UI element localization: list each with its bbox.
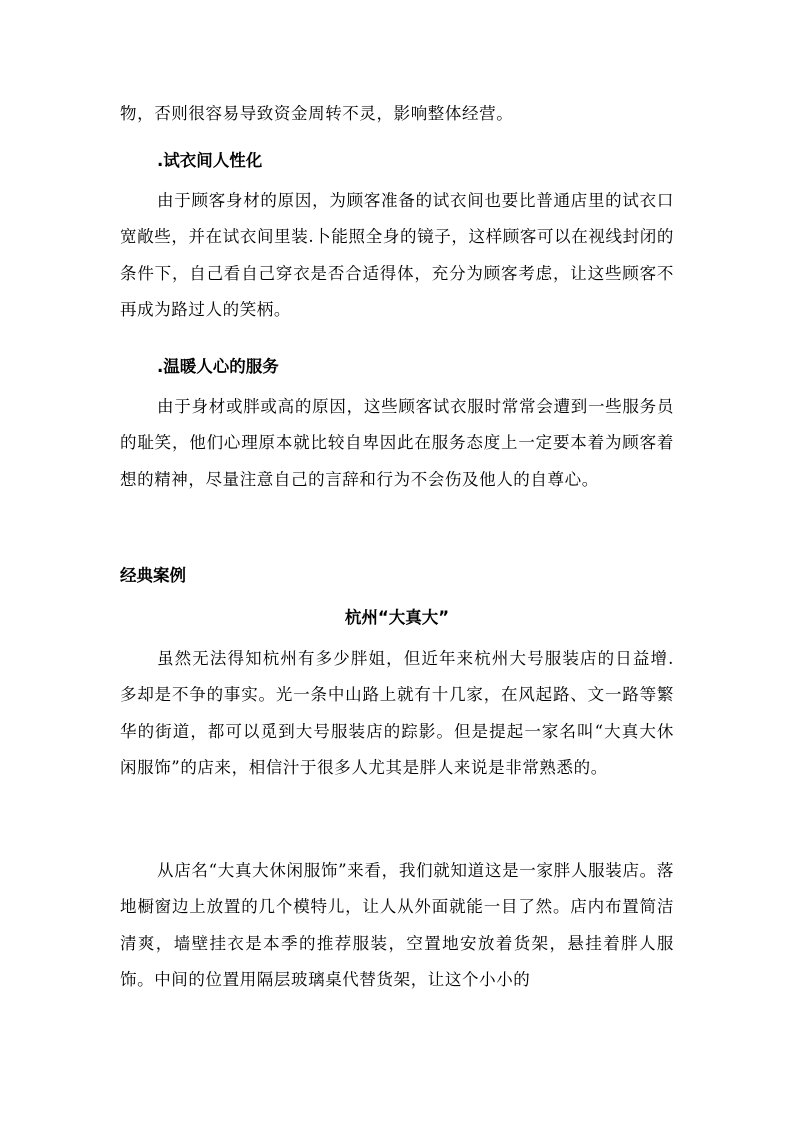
case-title: 杭州“大真大” [344, 608, 450, 627]
heading-classic-case: 经典案例 [120, 566, 186, 585]
case-paragraph-1: 虽然无法得知杭州有多少胖姐，但近年来杭州大号服装店的日益增.多却是不争的事实。光一条中山路上就有十几家，在风起路、文一路等繁华的街道，都可以觅到大号服装店的踪影。但是提起一家名叫“大真大休闲服饰”的店来，相信汁于很多人尤其是胖人来说是非常熟悉的。 [120, 649, 674, 777]
paragraph-fitting-room: 由于顾客身材的原因，为顾客准备的试衣间也要比普通店里的试衣口宽敞些，并在试衣间里装.卜能照全身的镜子，这样顾客可以在视线封闭的条件下，自己看自己穿衣是否合适得体，充分为顾客考虑，让这些顾客不再成为路过人的笑柄。 [120, 191, 674, 319]
heading-service: .温暖人心的服务 [157, 357, 279, 376]
heading-fitting-room: .试衣间人性化 [157, 151, 263, 170]
continued-paragraph: 物，否则很容易导致资金周转不灵，影响整体经营。 [120, 104, 514, 123]
paragraph-service: 由于身材或胖或高的原因，这些顾客试衣服时常常会遭到一些服务员的耻笑，他们心理原本就比较自卑因此在服务态度上一定要本着为顾客着想的精神，尽量注意自己的言辞和行为不会伤及他人的自尊心。 [120, 397, 674, 489]
case-paragraph-2: 从店名“大真大休闲服饰”来看，我们就知道这是一家胖人服装店。落地橱窗边上放置的几个模特儿，让人从外面就能一目了然。店内布置简洁清爽，墙壁挂衣是本季的推荐服装，空置地安放着货架，悬挂着胖人服饰。中间的位置用隔层玻璃桌代替货架，让这个小小的 [120, 861, 674, 989]
